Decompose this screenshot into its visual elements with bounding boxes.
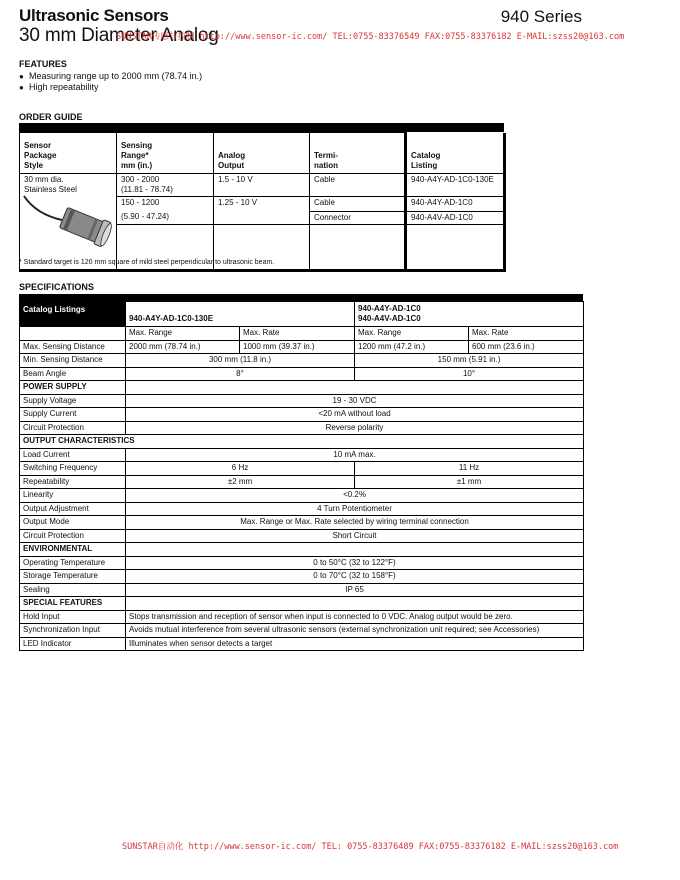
cell-style: 30 mm dia. Stainless Steel <box>20 174 117 271</box>
table-row: Supply Current <20 mA without load <box>20 408 584 422</box>
watermark-top: SUNSTAR传感与控制 http://www.sensor-ic.com/ TEL:0755-83376549 FAX:0755-83376182 E-MAIL:szss20@163.com <box>116 32 625 42</box>
cell-range: (5.90 - 47.24) <box>117 211 214 224</box>
cell-range: 300 - 2000 (11.81 - 78.74) <box>117 174 214 197</box>
col-header-termination: Termi- nation <box>310 133 406 174</box>
section-row: OUTPUT CHARACTERISTICS <box>20 435 584 449</box>
section-row: POWER SUPPLY <box>20 381 584 395</box>
table-row: Operating Temperature 0 to 50°C (32 to 122°F) <box>20 556 584 570</box>
feature-item: ● High repeatability <box>19 82 99 92</box>
cell-output: 1.5 - 10 V <box>214 174 310 197</box>
series-label: 940 Series <box>500 7 582 26</box>
order-guide-footnote: * Standard target is 120 mm square of mild steel perpendicular to ultrasonic beam. <box>19 259 275 266</box>
watermark-bottom: SUNSTAR自动化 http://www.sensor-ic.com/ TEL: 0755-83376489 FAX:0755-83376182 E-MAIL:szss20@163.com <box>122 842 619 852</box>
table-row: Circuit Protection Reverse polarity <box>20 421 584 435</box>
bullet-icon: ● <box>19 83 24 92</box>
feature-item: ● Measuring range up to 2000 mm (78.74 in.) <box>19 71 203 81</box>
table-row: Linearity <0.2% <box>20 489 584 503</box>
table-row: Load Current 10 mA max. <box>20 448 584 462</box>
table-row: Hold Input Stops transmission and reception of sensor when input is connected to 0 VDC. Analog output would be zero. <box>20 610 584 624</box>
features-list <box>19 71 219 93</box>
table-row: Beam Angle 8° 10° <box>20 367 584 381</box>
table-header-row <box>20 302 584 327</box>
table-row: Circuit Protection Short Circuit <box>20 529 584 543</box>
cell-output <box>214 211 310 224</box>
table-row: LED Indicator Illuminates when sensor detects a target <box>20 637 584 651</box>
order-guide-heading: ORDER GUIDE <box>19 112 83 122</box>
features-heading: FEATURES <box>19 59 67 69</box>
table-row: Repeatability ±2 mm ±1 mm <box>20 475 584 489</box>
page-subtitle: 30 mm Diameter Analog <box>19 25 219 46</box>
col-header-listing: Catalog Listing <box>406 133 505 174</box>
table-row: Min. Sensing Distance 300 mm (11.8 in.) 150 mm (5.91 in.) <box>20 354 584 368</box>
table-header-row <box>20 133 505 174</box>
cell-output: 1.25 - 10 V <box>214 197 310 212</box>
section-row: SPECIAL FEATURES <box>20 597 584 611</box>
table-row: Synchronization Input Avoids mutual interference from several ultrasonic sensors (external synchronization unit required; see Accessories) <box>20 624 584 638</box>
listing-b-header: 940-A4Y-AD-1C0 940-A4V-AD-1C0 <box>355 302 584 327</box>
table-row: Switching Frequency 6 Hz 11 Hz <box>20 462 584 476</box>
table-row: Output Mode Max. Range or Max. Rate selected by wiring terminal connection <box>20 516 584 530</box>
table-row: Supply Voltage 19 - 30 VDC <box>20 394 584 408</box>
cell-termination: Cable <box>310 174 406 197</box>
cell-termination: Cable <box>310 197 406 212</box>
table-row: Sealing IP 65 <box>20 583 584 597</box>
col-header-style: Sensor Package Style <box>20 133 117 174</box>
table-row: Max. Sensing Distance 2000 mm (78.74 in.) 1000 mm (39.37 in.) 1200 mm (47.2 in.) 600 mm (23.6 in.) <box>20 340 584 354</box>
table-row: Max. Range Max. Rate Max. Range Max. Rate <box>20 327 584 341</box>
cell-termination: Connector <box>310 211 406 224</box>
section-row: ENVIRONMENTAL <box>20 543 584 557</box>
catalog-listings-label: Catalog Listings <box>20 302 126 327</box>
cell-listing: 940-A4Y-AD-1C0-130E <box>406 174 505 197</box>
table-row: Storage Temperature 0 to 70°C (32 to 158°F) <box>20 570 584 584</box>
col-header-output: Analog Output <box>214 133 310 174</box>
cell-listing: 940-A4V-AD-1C0 <box>406 211 505 224</box>
page-title: Ultrasonic Sensors <box>19 6 169 25</box>
cell-listing: 940-A4Y-AD-1C0 <box>406 197 505 212</box>
col-header-range: Sensing Range* mm (in.) <box>117 133 214 174</box>
specifications-heading: SPECIFICATIONS <box>19 282 94 292</box>
table-row: Output Adjustment 4 Turn Potentiometer <box>20 502 584 516</box>
specifications-table <box>19 301 584 651</box>
sensor-image <box>22 190 116 254</box>
listing-a-header: 940-A4Y-AD-1C0-130E <box>126 302 355 327</box>
bullet-icon: ● <box>19 72 24 81</box>
cell-range: 150 - 1200 <box>117 197 214 212</box>
order-guide-top-bar <box>19 123 504 132</box>
